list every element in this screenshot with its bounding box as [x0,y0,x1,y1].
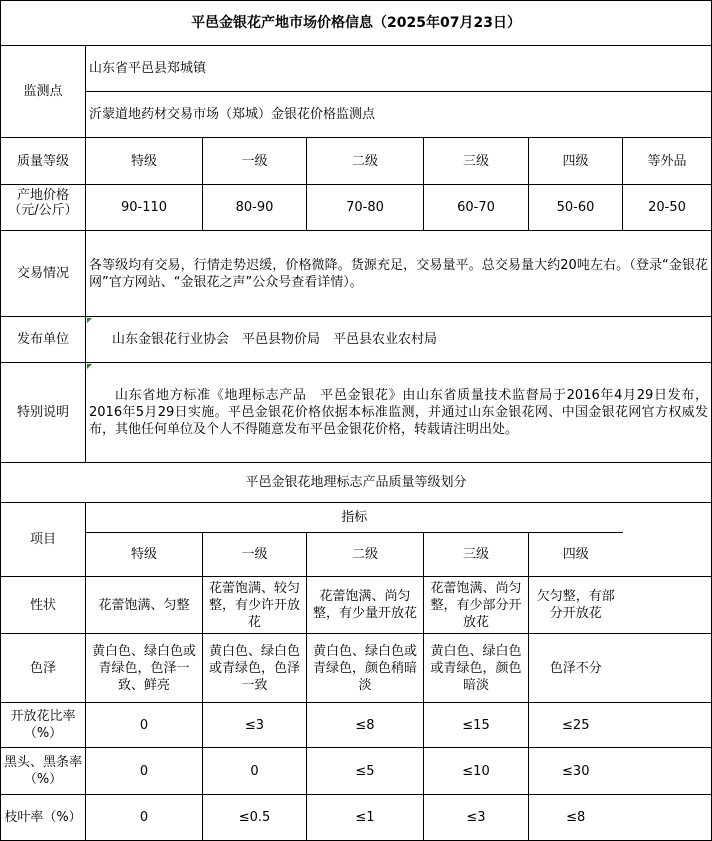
price-row-label-text: 产地价格（元/公斤） [8,187,78,218]
quality-cell: 0 [86,748,203,795]
quality-cell: ≤1 [307,795,424,841]
quality-cell: 黄白色、绿白色或青绿色，色泽一致 [203,634,307,703]
price-row-label [1,185,86,231]
quality-section-title: 平邑金银花地理标志产品质量等级划分 [1,463,712,503]
quality-cell: 色泽不分 [529,634,623,703]
quality-cell: ≤8 [529,795,623,841]
price-cell: 90-110 [86,185,203,231]
quality-cell: 花蕾饱满、尚匀整，有少部分开放花 [424,577,529,634]
grade-row-label: 质量等级 [1,138,86,185]
quality-cell: 0 [86,703,203,748]
quality-cell: ≤3 [424,795,529,841]
quality-indicator-label: 指标 [86,503,623,533]
quality-row-label: 黑头、黑条率（%） [1,748,86,795]
quality-cell: 黄白色、绿白色或青绿色，颜色暗淡 [424,634,529,703]
monitoring-station: 沂蒙道地药材交易市场（郑城）金银花价格监测点 [86,92,712,138]
quality-empty-cell [623,748,712,795]
price-cell: 70-80 [307,185,424,231]
price-cell: 60-70 [424,185,529,231]
publisher-label: 发布单位 [1,317,86,363]
trading-text: 各等级均有交易，行情走势迟缓，价格微降。货源充足，交易量平。总交易量大约20吨左右。（登录“金银花网”官方网站、“金银花之声”公众号查看详情）。 [86,231,712,317]
quality-grade-header: 特级 [86,533,203,577]
quality-cell: 黄白色、绿白色或青绿色，颜色稍暗淡 [307,634,424,703]
quality-cell: ≤3 [203,703,307,748]
quality-cell: 欠匀整，有部分开放花 [529,577,623,634]
quality-cell: ≤8 [307,703,424,748]
grade-header-cell: 四级 [529,138,623,185]
quality-cell: ≤5 [307,748,424,795]
quality-empty-cell [623,634,712,703]
quality-cell: 花蕾饱满、尚匀整，有少量开放花 [307,577,424,634]
quality-cell: ≤15 [424,703,529,748]
grade-header-cell: 二级 [307,138,424,185]
quality-grade-header: 二级 [307,533,424,577]
quality-item-label: 项目 [1,503,86,577]
grade-header-cell: 三级 [424,138,529,185]
quality-empty-cell [623,503,712,577]
quality-empty-cell [623,577,712,634]
quality-grade-header: 一级 [203,533,307,577]
quality-cell: 0 [86,795,203,841]
quality-cell: ≤10 [424,748,529,795]
quality-empty-cell [623,795,712,841]
quality-row-label: 性状 [1,577,86,634]
quality-row-label: 色泽 [1,634,86,703]
special-text: 山东省地方标准《地理标志产品 平邑金银花》由山东省质量技术监督局于2016年4月29日发布，2016年5月29日实施。平邑金银花价格依据本标准监测，并通过山东金银花网、中国金银花网官方权威发布，其他任何单位及个人不得随意发布平邑金银花价格，转载请注明出处。 [86,363,712,463]
page-title: 平邑金银花产地市场价格信息（2025年07月23日） [1,1,712,46]
quality-cell: 黄白色、绿白色或青绿色，色泽一致、鲜亮 [86,634,203,703]
quality-cell: ≤25 [529,703,623,748]
grade-header-cell: 特级 [86,138,203,185]
grade-header-cell: 等外品 [623,138,712,185]
quality-cell: 花蕾饱满、较匀整，有少许开放花 [203,577,307,634]
trading-label: 交易情况 [1,231,86,317]
quality-row-label: 枝叶率（%） [1,795,86,841]
price-cell: 20-50 [623,185,712,231]
monitoring-location: 山东省平邑县郑城镇 [86,46,712,92]
quality-cell: ≤30 [529,748,623,795]
quality-grade-header: 三级 [424,533,529,577]
special-label: 特别说明 [1,363,86,463]
quality-cell: ≤0.5 [203,795,307,841]
quality-cell: 0 [203,748,307,795]
grade-header-cell: 一级 [203,138,307,185]
publisher-text: 山东金银花行业协会 平邑县物价局 平邑县农业农村局 [86,317,712,363]
monitoring-label: 监测点 [1,46,86,138]
price-cell: 80-90 [203,185,307,231]
price-cell: 50-60 [529,185,623,231]
quality-grade-header: 四级 [529,533,623,577]
quality-empty-cell [623,703,712,748]
quality-cell: 花蕾饱满、匀整 [86,577,203,634]
quality-row-label: 开放花比率（%） [1,703,86,748]
